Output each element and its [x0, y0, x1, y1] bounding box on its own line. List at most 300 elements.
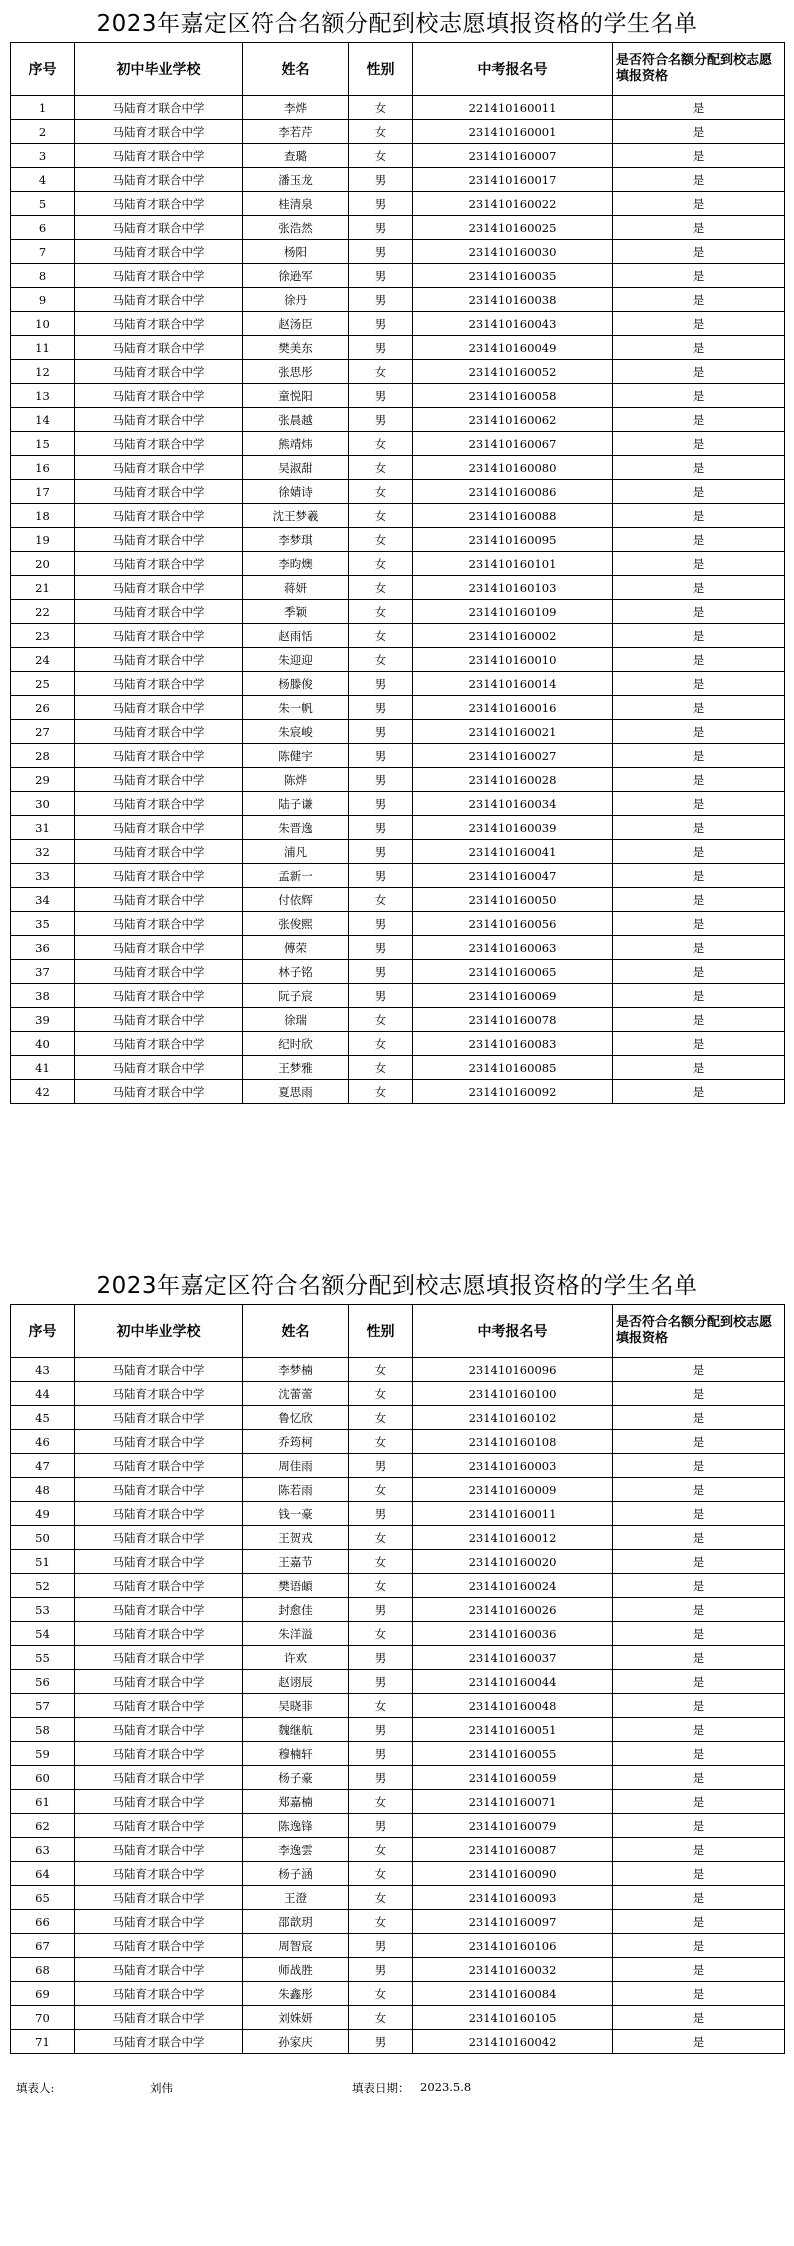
cell-eligible: 是 [613, 456, 785, 480]
cell-seq: 41 [11, 1056, 75, 1080]
table-row [11, 1910, 785, 1934]
cell-seq: 45 [11, 1406, 75, 1430]
cell-gender: 女 [349, 432, 413, 456]
cell-eligible: 是 [613, 1838, 785, 1862]
cell-school: 马陆育才联合中学 [75, 216, 243, 240]
cell-school: 马陆育才联合中学 [75, 1526, 243, 1550]
cell-school: 马陆育才联合中学 [75, 408, 243, 432]
cell-eligible: 是 [613, 936, 785, 960]
cell-exam-no: 231410160034 [413, 792, 613, 816]
cell-school: 马陆育才联合中学 [75, 1550, 243, 1574]
table-row [11, 792, 785, 816]
cell-seq: 50 [11, 1526, 75, 1550]
table-row [11, 216, 785, 240]
cell-gender: 男 [349, 792, 413, 816]
cell-school: 马陆育才联合中学 [75, 432, 243, 456]
table-row [11, 1454, 785, 1478]
cell-seq: 4 [11, 168, 75, 192]
cell-exam-no: 231410160095 [413, 528, 613, 552]
table-row [11, 1694, 785, 1718]
cell-school: 马陆育才联合中学 [75, 1718, 243, 1742]
cell-eligible: 是 [613, 600, 785, 624]
cell-exam-no: 231410160022 [413, 192, 613, 216]
cell-exam-no: 231410160080 [413, 456, 613, 480]
table-row [11, 1862, 785, 1886]
table-row [11, 1032, 785, 1056]
cell-gender: 男 [349, 984, 413, 1008]
cell-name: 吴晓菲 [243, 1694, 349, 1718]
cell-name: 吴淑甜 [243, 456, 349, 480]
cell-gender: 女 [349, 1008, 413, 1032]
cell-school: 马陆育才联合中学 [75, 960, 243, 984]
cell-gender: 男 [349, 1766, 413, 1790]
cell-gender: 男 [349, 840, 413, 864]
cell-exam-no: 231410160078 [413, 1008, 613, 1032]
cell-school: 马陆育才联合中学 [75, 1032, 243, 1056]
cell-exam-no: 231410160007 [413, 144, 613, 168]
cell-exam-no: 231410160010 [413, 648, 613, 672]
cell-school: 马陆育才联合中学 [75, 1454, 243, 1478]
cell-seq: 28 [11, 744, 75, 768]
cell-gender: 女 [349, 552, 413, 576]
cell-eligible: 是 [613, 1622, 785, 1646]
cell-seq: 54 [11, 1622, 75, 1646]
cell-gender: 男 [349, 912, 413, 936]
cell-name: 沈王梦羲 [243, 504, 349, 528]
cell-school: 马陆育才联合中学 [75, 192, 243, 216]
cell-eligible: 是 [613, 1814, 785, 1838]
table-row [11, 312, 785, 336]
cell-school: 马陆育才联合中学 [75, 768, 243, 792]
cell-gender: 男 [349, 744, 413, 768]
cell-eligible: 是 [613, 1478, 785, 1502]
table-row [11, 1790, 785, 1814]
cell-seq: 34 [11, 888, 75, 912]
cell-seq: 49 [11, 1502, 75, 1526]
header-gender: 性别 [349, 43, 413, 96]
cell-eligible: 是 [613, 1032, 785, 1056]
cell-eligible: 是 [613, 240, 785, 264]
cell-exam-no: 231410160003 [413, 1454, 613, 1478]
table-row [11, 1646, 785, 1670]
table-row [11, 912, 785, 936]
cell-gender: 女 [349, 120, 413, 144]
header-eligible: 是否符合名额分配到校志愿填报资格 [613, 43, 785, 96]
cell-exam-no: 231410160024 [413, 1574, 613, 1598]
table-row [11, 408, 785, 432]
cell-seq: 66 [11, 1910, 75, 1934]
cell-seq: 25 [11, 672, 75, 696]
cell-school: 马陆育才联合中学 [75, 600, 243, 624]
cell-school: 马陆育才联合中学 [75, 816, 243, 840]
cell-exam-no: 221410160011 [413, 96, 613, 120]
cell-seq: 38 [11, 984, 75, 1008]
cell-school: 马陆育才联合中学 [75, 1790, 243, 1814]
cell-eligible: 是 [613, 1790, 785, 1814]
cell-school: 马陆育才联合中学 [75, 1982, 243, 2006]
cell-name: 王贺戎 [243, 1526, 349, 1550]
cell-exam-no: 231410160012 [413, 1526, 613, 1550]
cell-school: 马陆育才联合中学 [75, 1430, 243, 1454]
cell-eligible: 是 [613, 168, 785, 192]
cell-eligible: 是 [613, 1550, 785, 1574]
table-row [11, 432, 785, 456]
table-row [11, 1574, 785, 1598]
table-row [11, 960, 785, 984]
cell-name: 夏思雨 [243, 1080, 349, 1104]
table-row [11, 552, 785, 576]
cell-seq: 24 [11, 648, 75, 672]
cell-name: 陈若雨 [243, 1478, 349, 1502]
cell-name: 刘姝妍 [243, 2006, 349, 2030]
cell-seq: 21 [11, 576, 75, 600]
cell-name: 陆子谦 [243, 792, 349, 816]
table-row [11, 864, 785, 888]
cell-seq: 60 [11, 1766, 75, 1790]
cell-seq: 19 [11, 528, 75, 552]
cell-school: 马陆育才联合中学 [75, 1406, 243, 1430]
cell-eligible: 是 [613, 1910, 785, 1934]
cell-eligible: 是 [613, 744, 785, 768]
cell-seq: 58 [11, 1718, 75, 1742]
header-exam-no: 中考报名号 [413, 43, 613, 96]
cell-eligible: 是 [613, 864, 785, 888]
cell-seq: 29 [11, 768, 75, 792]
cell-gender: 女 [349, 624, 413, 648]
cell-eligible: 是 [613, 1406, 785, 1430]
cell-gender: 男 [349, 240, 413, 264]
cell-school: 马陆育才联合中学 [75, 1502, 243, 1526]
cell-name: 蒋妍 [243, 576, 349, 600]
cell-name: 周佳雨 [243, 1454, 349, 1478]
cell-eligible: 是 [613, 360, 785, 384]
table-row [11, 528, 785, 552]
cell-name: 朱洋溢 [243, 1622, 349, 1646]
cell-name: 李昀燠 [243, 552, 349, 576]
cell-exam-no: 231410160093 [413, 1886, 613, 1910]
cell-gender: 男 [349, 672, 413, 696]
cell-gender: 男 [349, 936, 413, 960]
cell-seq: 33 [11, 864, 75, 888]
cell-gender: 女 [349, 456, 413, 480]
cell-eligible: 是 [613, 696, 785, 720]
cell-school: 马陆育才联合中学 [75, 984, 243, 1008]
cell-name: 李若芹 [243, 120, 349, 144]
table-row [11, 1080, 785, 1104]
cell-gender: 男 [349, 288, 413, 312]
table-row [11, 1886, 785, 1910]
cell-exam-no: 231410160043 [413, 312, 613, 336]
cell-name: 王嘉节 [243, 1550, 349, 1574]
cell-name: 许欢 [243, 1646, 349, 1670]
cell-school: 马陆育才联合中学 [75, 1622, 243, 1646]
cell-exam-no: 231410160063 [413, 936, 613, 960]
cell-eligible: 是 [613, 840, 785, 864]
cell-name: 朱一帆 [243, 696, 349, 720]
cell-school: 马陆育才联合中学 [75, 504, 243, 528]
cell-seq: 61 [11, 1790, 75, 1814]
cell-school: 马陆育才联合中学 [75, 1910, 243, 1934]
date-value: 2023.5.8 [420, 2080, 472, 2094]
cell-eligible: 是 [613, 1742, 785, 1766]
cell-eligible: 是 [613, 1958, 785, 1982]
table-row [11, 480, 785, 504]
table-row [11, 1958, 785, 1982]
cell-school: 马陆育才联合中学 [75, 288, 243, 312]
cell-seq: 57 [11, 1694, 75, 1718]
cell-seq: 6 [11, 216, 75, 240]
cell-eligible: 是 [613, 1080, 785, 1104]
cell-gender: 女 [349, 1080, 413, 1104]
cell-gender: 男 [349, 2030, 413, 2054]
cell-gender: 女 [349, 648, 413, 672]
header-gender: 性别 [349, 1305, 413, 1358]
cell-seq: 8 [11, 264, 75, 288]
cell-school: 马陆育才联合中学 [75, 2006, 243, 2030]
table-row [11, 720, 785, 744]
table-row [11, 1622, 785, 1646]
cell-exam-no: 231410160049 [413, 336, 613, 360]
cell-school: 马陆育才联合中学 [75, 240, 243, 264]
cell-seq: 53 [11, 1598, 75, 1622]
cell-eligible: 是 [613, 528, 785, 552]
cell-exam-no: 231410160039 [413, 816, 613, 840]
cell-name: 孟新一 [243, 864, 349, 888]
cell-school: 马陆育才联合中学 [75, 912, 243, 936]
cell-seq: 62 [11, 1814, 75, 1838]
cell-seq: 31 [11, 816, 75, 840]
cell-eligible: 是 [613, 288, 785, 312]
cell-eligible: 是 [613, 768, 785, 792]
cell-eligible: 是 [613, 432, 785, 456]
filler-label: 填表人: [16, 2081, 55, 2095]
table-row [11, 120, 785, 144]
cell-name: 穆楠轩 [243, 1742, 349, 1766]
cell-name: 李梦琪 [243, 528, 349, 552]
cell-name: 纪时欣 [243, 1032, 349, 1056]
cell-gender: 男 [349, 816, 413, 840]
cell-name: 樊美东 [243, 336, 349, 360]
cell-exam-no: 231410160027 [413, 744, 613, 768]
cell-school: 马陆育才联合中学 [75, 648, 243, 672]
cell-school: 马陆育才联合中学 [75, 264, 243, 288]
cell-eligible: 是 [613, 1382, 785, 1406]
cell-gender: 女 [349, 2006, 413, 2030]
cell-gender: 女 [349, 144, 413, 168]
cell-exam-no: 231410160065 [413, 960, 613, 984]
cell-gender: 女 [349, 360, 413, 384]
cell-exam-no: 231410160032 [413, 1958, 613, 1982]
cell-school: 马陆育才联合中学 [75, 840, 243, 864]
cell-gender: 女 [349, 504, 413, 528]
cell-gender: 女 [349, 1790, 413, 1814]
cell-seq: 67 [11, 1934, 75, 1958]
cell-gender: 女 [349, 1056, 413, 1080]
filler-name: 刘伟 [150, 2081, 173, 2095]
cell-eligible: 是 [613, 144, 785, 168]
cell-school: 马陆育才联合中学 [75, 384, 243, 408]
cell-name: 周智宸 [243, 1934, 349, 1958]
cell-seq: 64 [11, 1862, 75, 1886]
cell-seq: 65 [11, 1886, 75, 1910]
cell-exam-no: 231410160028 [413, 768, 613, 792]
cell-exam-no: 231410160025 [413, 216, 613, 240]
cell-name: 鲁忆欣 [243, 1406, 349, 1430]
table-row [11, 456, 785, 480]
cell-seq: 52 [11, 1574, 75, 1598]
cell-exam-no: 231410160062 [413, 408, 613, 432]
table-row [11, 1056, 785, 1080]
cell-name: 李烨 [243, 96, 349, 120]
cell-seq: 11 [11, 336, 75, 360]
cell-gender: 男 [349, 1598, 413, 1622]
cell-name: 朱鑫彤 [243, 1982, 349, 2006]
cell-exam-no: 231410160052 [413, 360, 613, 384]
cell-gender: 男 [349, 312, 413, 336]
cell-seq: 9 [11, 288, 75, 312]
cell-name: 浦凡 [243, 840, 349, 864]
cell-exam-no: 231410160030 [413, 240, 613, 264]
table-body [11, 1358, 785, 2054]
cell-eligible: 是 [613, 504, 785, 528]
cell-gender: 女 [349, 528, 413, 552]
cell-exam-no: 231410160092 [413, 1080, 613, 1104]
cell-name: 熊靖炜 [243, 432, 349, 456]
cell-seq: 46 [11, 1430, 75, 1454]
cell-exam-no: 231410160016 [413, 696, 613, 720]
cell-seq: 7 [11, 240, 75, 264]
cell-gender: 男 [349, 960, 413, 984]
table-row [11, 1358, 785, 1382]
cell-name: 徐逊军 [243, 264, 349, 288]
cell-exam-no: 231410160097 [413, 1910, 613, 1934]
cell-exam-no: 231410160026 [413, 1598, 613, 1622]
table-row [11, 1838, 785, 1862]
cell-exam-no: 231410160048 [413, 1694, 613, 1718]
header-name: 姓名 [243, 1305, 349, 1358]
cell-eligible: 是 [613, 816, 785, 840]
cell-gender: 男 [349, 1670, 413, 1694]
cell-seq: 10 [11, 312, 75, 336]
cell-name: 查璐 [243, 144, 349, 168]
cell-school: 马陆育才联合中学 [75, 528, 243, 552]
table-row [11, 1766, 785, 1790]
cell-seq: 16 [11, 456, 75, 480]
cell-gender: 女 [349, 1526, 413, 1550]
roster-sheet-1 [10, 4, 784, 1104]
cell-school: 马陆育才联合中学 [75, 2030, 243, 2054]
cell-exam-no: 231410160088 [413, 504, 613, 528]
cell-name: 桂清泉 [243, 192, 349, 216]
cell-name: 陈健宇 [243, 744, 349, 768]
cell-gender: 男 [349, 1742, 413, 1766]
cell-name: 杨子豪 [243, 1766, 349, 1790]
cell-seq: 51 [11, 1550, 75, 1574]
cell-name: 徐丹 [243, 288, 349, 312]
table-row [11, 192, 785, 216]
cell-school: 马陆育才联合中学 [75, 1862, 243, 1886]
cell-gender: 女 [349, 1574, 413, 1598]
cell-school: 马陆育才联合中学 [75, 1382, 243, 1406]
table-row [11, 288, 785, 312]
cell-name: 樊语頔 [243, 1574, 349, 1598]
cell-school: 马陆育才联合中学 [75, 336, 243, 360]
cell-gender: 男 [349, 264, 413, 288]
cell-exam-no: 231410160051 [413, 1718, 613, 1742]
cell-seq: 59 [11, 1742, 75, 1766]
cell-eligible: 是 [613, 1694, 785, 1718]
cell-gender: 男 [349, 1934, 413, 1958]
cell-gender: 男 [349, 1646, 413, 1670]
form-footer [16, 2080, 776, 2100]
cell-seq: 36 [11, 936, 75, 960]
cell-eligible: 是 [613, 648, 785, 672]
header-name: 姓名 [243, 43, 349, 96]
cell-school: 马陆育才联合中学 [75, 1742, 243, 1766]
roster-sheet-2 [10, 1266, 784, 2054]
cell-seq: 35 [11, 912, 75, 936]
cell-name: 徐婧诗 [243, 480, 349, 504]
cell-seq: 69 [11, 1982, 75, 2006]
cell-eligible: 是 [613, 408, 785, 432]
cell-school: 马陆育才联合中学 [75, 576, 243, 600]
cell-eligible: 是 [613, 1982, 785, 2006]
cell-exam-no: 231410160038 [413, 288, 613, 312]
cell-name: 陈逸锋 [243, 1814, 349, 1838]
cell-gender: 女 [349, 1478, 413, 1502]
page-title: 2023年嘉定区符合名额分配到校志愿填报资格的学生名单 [96, 1273, 698, 1299]
cell-school: 马陆育才联合中学 [75, 1574, 243, 1598]
table-row [11, 1008, 785, 1032]
cell-name: 乔筠柯 [243, 1430, 349, 1454]
cell-name: 杨子涵 [243, 1862, 349, 1886]
table-body [11, 96, 785, 1104]
table-row [11, 744, 785, 768]
cell-gender: 男 [349, 1814, 413, 1838]
cell-eligible: 是 [613, 192, 785, 216]
cell-seq: 56 [11, 1670, 75, 1694]
cell-exam-no: 231410160001 [413, 120, 613, 144]
cell-school: 马陆育才联合中学 [75, 552, 243, 576]
cell-exam-no: 231410160084 [413, 1982, 613, 2006]
cell-eligible: 是 [613, 624, 785, 648]
cell-name: 朱晋逸 [243, 816, 349, 840]
cell-seq: 63 [11, 1838, 75, 1862]
cell-exam-no: 231410160041 [413, 840, 613, 864]
header-school: 初中毕业学校 [75, 1305, 243, 1358]
cell-seq: 47 [11, 1454, 75, 1478]
cell-exam-no: 231410160103 [413, 576, 613, 600]
table-row [11, 336, 785, 360]
cell-school: 马陆育才联合中学 [75, 96, 243, 120]
cell-exam-no: 231410160050 [413, 888, 613, 912]
cell-school: 马陆育才联合中学 [75, 144, 243, 168]
cell-name: 林子铭 [243, 960, 349, 984]
cell-school: 马陆育才联合中学 [75, 480, 243, 504]
cell-exam-no: 231410160101 [413, 552, 613, 576]
cell-name: 王梦雅 [243, 1056, 349, 1080]
cell-school: 马陆育才联合中学 [75, 864, 243, 888]
table-row [11, 384, 785, 408]
cell-gender: 女 [349, 1382, 413, 1406]
cell-school: 马陆育才联合中学 [75, 360, 243, 384]
header-school: 初中毕业学校 [75, 43, 243, 96]
cell-school: 马陆育才联合中学 [75, 1766, 243, 1790]
cell-name: 封愈佳 [243, 1598, 349, 1622]
table-row [11, 1742, 785, 1766]
table-row [11, 672, 785, 696]
cell-exam-no: 231410160035 [413, 264, 613, 288]
